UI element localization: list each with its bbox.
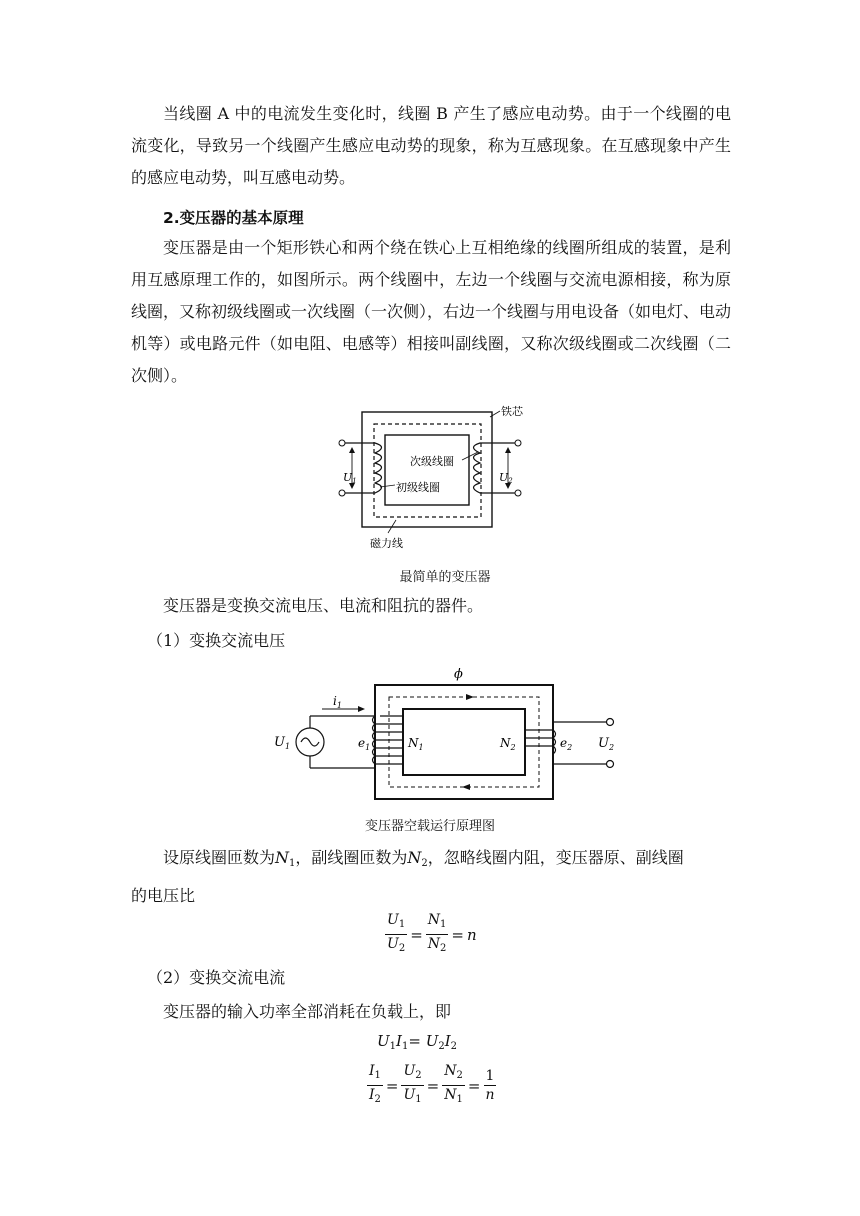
terminal-out-bottom [607, 761, 614, 768]
fraction-u2-u1: $\frac{U_2}{U_1}$ [403, 1063, 422, 1105]
text-segment: 的电压比 [131, 886, 196, 905]
figure1-caption: 最简单的变压器 [399, 570, 491, 585]
i1-label: $i_1$ [333, 694, 342, 710]
ratio-n: n [466, 925, 477, 944]
paragraph-transformer-functions: 变压器是变换交流电压、电流和阻抗的器件。 [163, 596, 484, 615]
u1-label: $U_1$ [274, 735, 291, 751]
figure-no-load-transformer [270, 660, 625, 806]
figure2-caption: 变压器空载运行原理图 [364, 819, 495, 834]
e1-label: $e_1$ [358, 736, 371, 752]
paragraph-power: 变压器的输入功率全部消耗在负载上，即 [163, 1002, 452, 1021]
text-segment: ，副线圈匝数为 [295, 848, 408, 867]
text-segment: ，忽略线圈内阻，变压器原、副线圈 [427, 848, 684, 867]
voltage-ratio-equation [385, 911, 477, 958]
primary-leader [380, 485, 395, 487]
n1-label: $N_1$ [408, 736, 424, 752]
n2-label: $N_2$ [500, 736, 516, 752]
paragraph-mutual-inductance: 当线圈 A 中的电流发生变化时，线圈 B 产生了感应电动势。由于一个线圈的电流变化，导致另一个线圈产生感应电动势的现象，称为互感现象。在互感现象中产生的感应电动势，叫互感电动势。 [131, 104, 731, 187]
flux-label: 磁力线 [370, 537, 403, 550]
paragraph-transformer-principle: 变压器是由一个矩形铁心和两个绕在铁心上互相绝缘的线圈所组成的装置，是利用互感原理工作的，如图所示。两个线圈中，左边一个线圈与交流电源相接，称为原线圈，又称初级线圈或一次线圈（一次侧），右边一个线圈与用电设备（如电灯、电动机等）或电路元件（如电阻、电感等）相接叫副线圈，又称次级线圈或二次线圈（二次侧）。 [131, 238, 732, 385]
flux-arrow-bottom [462, 784, 470, 790]
phi-label: ϕ [454, 667, 463, 682]
terminal-right-top [515, 440, 521, 446]
core-label: 铁芯 [501, 405, 523, 418]
power-equation: $U_1I_1= U_2I_2$ [377, 1032, 458, 1052]
fraction-u1-u2: $\frac{U_1}{U_2}$ [387, 912, 406, 954]
terminal-right-bottom [515, 490, 521, 496]
fraction-i1-i2: $\frac{I_1}{I_2}$ [369, 1063, 381, 1105]
current-ratio-equation [367, 1062, 496, 1109]
paragraph-turns-ratio [131, 842, 731, 912]
equals-sign: = [426, 1076, 440, 1095]
core-outer [375, 685, 553, 799]
equals-sign: = [451, 925, 464, 944]
core-outer [362, 412, 492, 527]
equals-sign: = [385, 1076, 399, 1095]
terminal-left-top [339, 440, 345, 446]
fraction-one-over-n: $\frac{1}{n}$ [485, 1068, 495, 1103]
equals-sign: = [410, 925, 423, 944]
subheading-current: （2）变换交流电流 [147, 968, 286, 987]
n1-inline: $N_1$ [275, 848, 296, 869]
fraction-n1-n2: $\frac{N_1}{N_2}$ [427, 912, 447, 954]
figure-simple-transformer [330, 405, 540, 555]
flux-arrow-top [466, 694, 474, 700]
secondary-leader [462, 452, 478, 460]
flux-path [374, 424, 481, 517]
u1-label: U1 [343, 471, 357, 485]
u2-label: U2 [499, 471, 513, 485]
section-heading: 2.变压器的基本原理 [163, 209, 304, 227]
text-segment: 设原线圈匝数为 [163, 848, 276, 867]
terminal-left-bottom [339, 490, 345, 496]
equals-sign: = [467, 1076, 481, 1095]
core-inner [385, 435, 469, 505]
fraction-n2-n1: $\frac{N_2}{N_1}$ [444, 1063, 463, 1105]
n2-inline: $N_2$ [407, 848, 428, 869]
i1-arrowhead [358, 706, 365, 712]
primary-label: 初级线圈 [396, 481, 440, 494]
terminal-out-top [607, 719, 614, 726]
secondary-label: 次级线圈 [410, 455, 454, 468]
subheading-voltage: （1）变换交流电压 [147, 631, 286, 650]
u2-label: $U_2$ [598, 736, 615, 752]
e2-label: $e_2$ [560, 736, 573, 752]
